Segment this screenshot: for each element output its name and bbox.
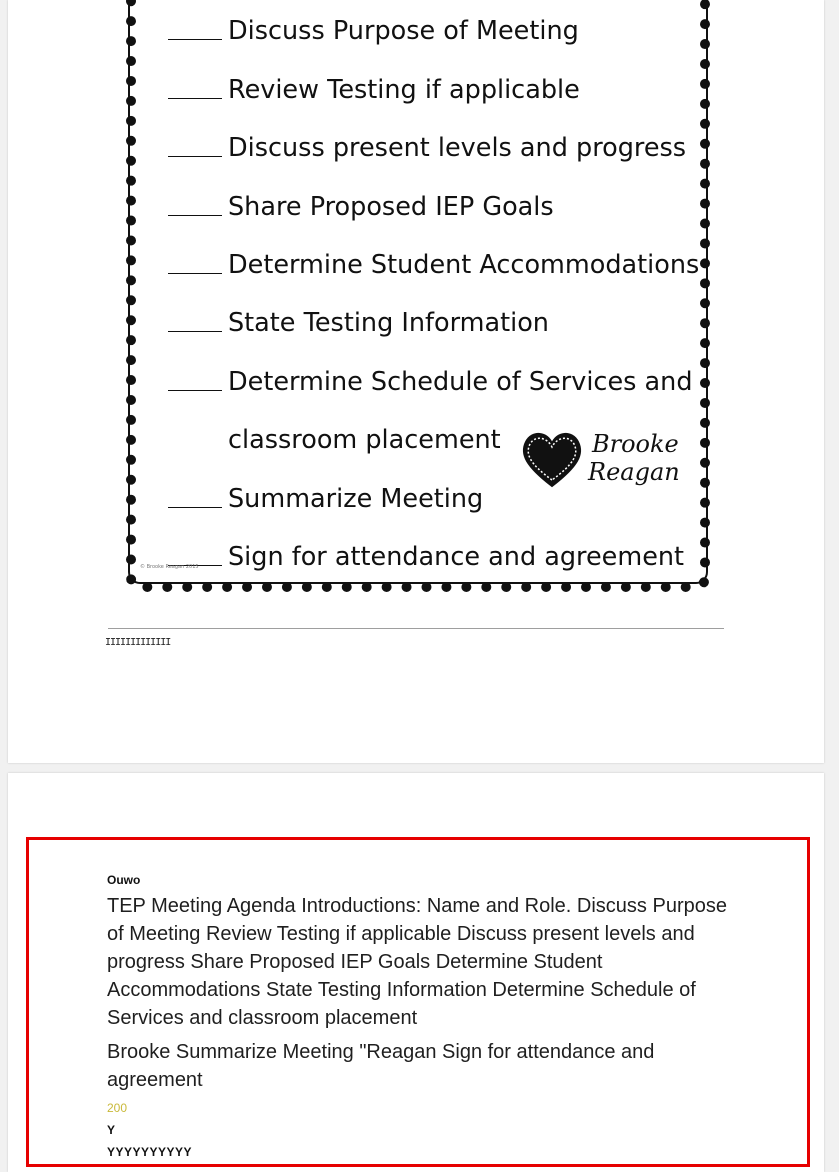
agenda-item: Share Proposed IEP Goals [168, 163, 699, 221]
blank-line [168, 215, 222, 216]
signature-last-name: Reagan [588, 458, 680, 486]
ocr-line: YYYYYYYYYY [107, 1145, 193, 1159]
agenda-item: Discuss present levels and progress [168, 105, 699, 163]
ocr-paragraph: Brooke Summarize Meeting "Reagan Sign for attendance and agreement [107, 1041, 655, 1091]
ocr-header: Ouwo [107, 873, 141, 887]
ocr-text [107, 872, 747, 1160]
brooke-reagan-logo [520, 424, 680, 494]
agenda-item: Summarize Meeting [168, 455, 699, 513]
blank-line [168, 273, 222, 274]
agenda-item: Discuss Purpose of Meeting [168, 0, 699, 46]
document-page-1 [8, 0, 824, 763]
blank-line [168, 331, 222, 332]
blank-line [168, 507, 222, 508]
agenda-item: Determine Student Accommodations [168, 222, 699, 280]
heart-icon [520, 428, 584, 490]
blank-line [168, 39, 222, 40]
signature-first-name: Brooke [592, 430, 679, 458]
blank-line [168, 156, 222, 157]
document-page-2 [8, 773, 824, 1172]
copyright-note: © Brooke Reagan 2015 [140, 564, 199, 570]
page-divider [108, 628, 724, 629]
highlighted-text-block [26, 837, 810, 1167]
footer-mark: IIIIIIIIIIIII [105, 637, 171, 648]
agenda-item: State Testing Information [168, 280, 699, 338]
agenda-item: Sign for attendance and agreement [168, 514, 699, 572]
agenda-item: Determine Schedule of Services and [168, 338, 699, 396]
ocr-line: Y [107, 1123, 116, 1137]
agenda-item-continuation: classroom placement [228, 425, 501, 456]
ocr-number: 200 [107, 1101, 128, 1115]
blank-line [168, 98, 222, 99]
blank-line [168, 390, 222, 391]
agenda-item: Review Testing if applicable [168, 46, 699, 104]
ocr-paragraph: TEP Meeting Agenda Introductions: Name and Role. Discuss Purpose of Meeting Review Testing if applicable Discuss present levels and progress Share Proposed IEP Goals Determine Student Accommodations State Testing Information Determine Schedule of Services and classroom placement [107, 895, 727, 1029]
